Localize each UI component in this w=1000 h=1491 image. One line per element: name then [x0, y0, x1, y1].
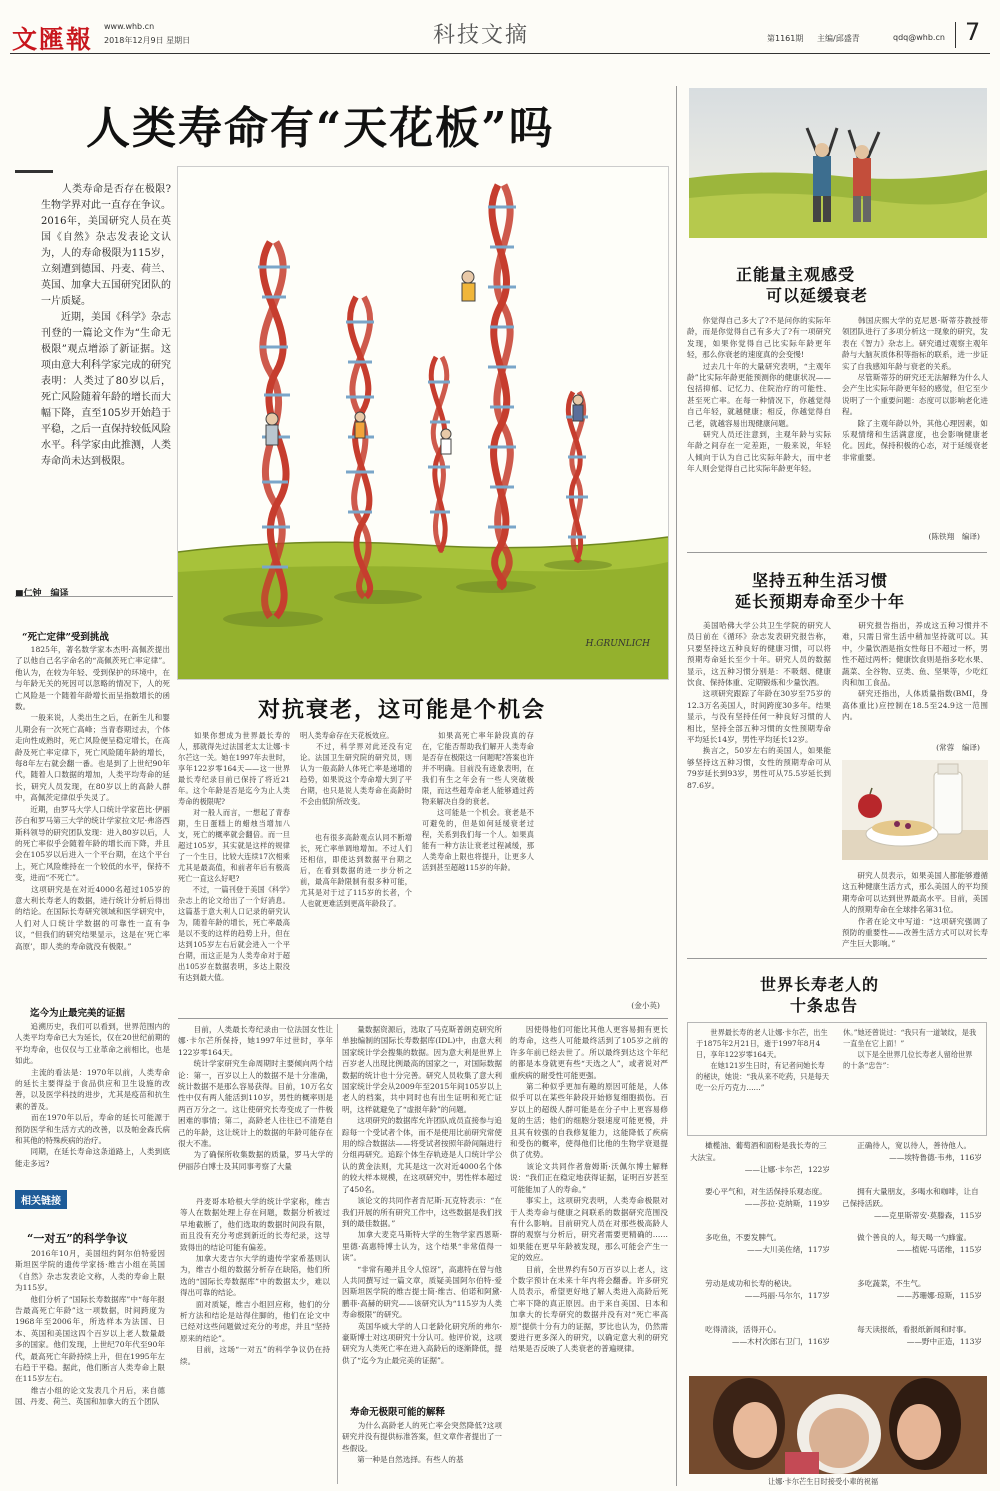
tip-author: ——植妮·马诺维，115岁	[896, 1245, 982, 1254]
tip-item	[690, 1140, 830, 1186]
byline-rule	[15, 596, 173, 597]
tip-item	[842, 1140, 982, 1186]
article2-rule	[687, 958, 987, 959]
masthead	[0, 0, 1000, 56]
related-link-label: 相关链接	[15, 1190, 67, 1209]
editorial-rule	[178, 1018, 668, 1019]
tips-right	[842, 1140, 982, 1370]
tip-author: ——克里斯蒂安·莫滕森，115岁	[873, 1211, 982, 1220]
photo-caption: 让娜·卡尔芒生日时接受小辈的祝福	[768, 1477, 879, 1486]
editorial-col4: 如果高死亡率年龄段真的存在，它能否帮助我们解开人类寿命是否存在极限这一问题呢?答案也许并不明确。目前没有迹象表明，在我们有生之年会有一些人突破极限，而这些超寿命老人能够通过药物来解决自身的衰老。 这可能是一个机会。衰老是不可避免的，但是如何延缓衰老过程，关系到我们每一个人。如果真能有一种方法让衰老过程减缓，那人类寿命上限也将提升，让更多人活到甚至超越115岁的年龄。	[422, 731, 534, 872]
body-col3: 量数据资源后，选取了马克斯普朗克研究所单独编制的国际长寿数据库(IDL)中，由意大利国家统计学会搜集的数据。因为意大利是世界上百岁老人出现比例最高的国家之一，对国际数据数据的统计也十分完善。研究人员收集了意大利国家统计学会从2009年至2015年间105岁以上老人的档案，共中同时也有出生证明和死亡证明，这样就避免了“虚报年龄”的问题。 这项研究的数据库允许团队成员直接参与追踪每一个受试者个体，而不是使用比前研究常使用的综合数据法——将受试者按照年龄间隔进行分组再研究。追踪个体生存轨迹是人口统计学公认的黄金法则，尤其是这一次对近4000名个体的较大样本规模，在这项研究中，男性样本超过了450名。 该论文的共同作者肯尼斯·瓦克特表示：“在我们开展的所有研究工作中，这些数据是我们找到的最佳数据。” 加拿大麦克马斯特大学的生物学家西恩斯·里德·高惠特博士认为，这个结果“非常值得一读”。 “非常有趣并且令人惊讶”，高惠特在曾与他人共同撰写过一篇文章，质疑美国阿尔伯特·爱因斯坦医学院的维吉提士简·维吉、伯诺和阿黛·鹏菲·高赫的研究——该研究认为“115岁为人类寿命极限”的研究。 英国华威大学的人口老龄化研究所的弗尔·豪斯博士对这项研究十分认可。他评价说，这项研究为人类死亡率在进入高龄后的逐渐降低，提供了“迄今为止最完美的证据”。	[342, 1025, 502, 1365]
editorial-author: (金小英)	[631, 1001, 660, 1010]
section2-title: 迄今为止最完美的证据	[30, 1008, 126, 1019]
lead-box	[15, 170, 173, 570]
article3-title-line1: 世界长寿老人的	[760, 975, 880, 994]
sidebar-divider	[337, 1024, 338, 1484]
dna-illustration	[177, 166, 669, 680]
tip-author: ——野中正造，113岁	[906, 1337, 982, 1346]
main-headline: 人类寿命有“天花板”吗	[86, 103, 555, 154]
editor-email: qdq@whb.cn	[893, 33, 945, 42]
tips-left	[690, 1140, 830, 1370]
article1-title-line1: 正能量主观感受	[736, 265, 856, 284]
article1-col2: 韩国庆熙大学的克尼恩·斯蒂芬教授带领团队进行了多项分析这一现象的研究，发表在《智力》杂志上。研究通过观察主观年龄与大脑灰质体积等指标的联系，进一步证实了自我感知年龄与衰老的关系。 尽管斯蒂芬的研究还无法解释为什么人会产生比实际年龄更年轻的感觉，但它至少说明了一个重要问题：态度可以影响老化进程。 除了主观年龄以外，其他心理因素，如乐观情绪和生活满意度，也会影响健康老化。因此，保持积极的心态，对于延缓衰老非常重要。	[842, 316, 988, 462]
body-col4: 因使得他们可能比其他人更容易拥有更长的寿命，这些人可能最终活到了105岁之前的许多年前已经去世了。所以最终到达这个年纪的都是本身就更有些“天选之人”，或者说对严重疾病的耐受性可能更强。 第二种似乎更加有趣的原因可能是，人体似乎可以在某些年龄段开始修复细胞损伤。百岁以上的超级人群可能是在分子中上更容易修复的生活；他们的细胞分裂速度可能更慢，并且其有较强的自我修复能力，这能降低了疾病和受伤的概率，使得他们比他的生物学衰退提供了优势。 该论文共同作者詹姆斯·沃佩尔博士解释说：“我们正在稳定地获得证据，证明百岁甚至可能能加了人的寿命。” 事实上，这项研究表明，人类寿命极限对于人类寿命与健康之间联系的数据研究范围没有什么影响。目前研究人员在对那些极高龄人群的观察与分析后，研究者需要更精确的……如果能在更早年龄被发现，那么可能会产生一定的效应。 目前，全世界约有50万百岁以上老人，这个数字预计在未来十年内将会翻番。许多研究人员表示，希望更好地了解人类进入高龄后死亡率下降的真正原因。由于来自美国、日本和加拿大的长寿研究的数据并没有对“死亡率高原”提供十分有力的证据，罗比也认为，仍然需要进行更多深入的研究，以确定意大利的研究结果是否反映了人类衰老的普遍规律。	[510, 1025, 668, 1354]
masthead-rule	[10, 53, 990, 54]
article2-col1: 美国哈佛大学公共卫生学院的研究人员日前在《循环》杂志发表研究报告称，只要坚持这五种良好的健康习惯，可以将预期寿命延长至少十年。研究人员的数据显示，这五种习惯分别是：不吸烟、健康饮食、保持体重、定期锻炼和少量饮酒。 这项研究跟踪了年龄在30岁至75岁的12.3万名美国人，时间跨度30多年。结果显示，与没有坚持任何一种良好习惯的人相比，坚持全部五种习惯的女性预期寿命平均延长14岁，男性平均延长12岁。 换言之，50岁左右的美国人，如果能够坚持这五种习惯，女性的预期寿命可从79岁延长到93岁，男性可从75.5岁延长到87.6岁。	[687, 621, 831, 790]
article1-col1: 你觉得自己多大了?不是问你的实际年龄，而是你觉得自己有多大了?有一项研究发现，如果你觉得自己比实际年龄更年轻，那么你衰老的速度真的会变慢! 过去几十年的大量研究表明，“主观年龄”比实际年龄更能预测你的健康状况——包括抑郁、记忆力、住院治疗的可能性、甚至死亡率。在每一种情况下，你越觉得自己年轻，就越健康；相反，你越觉得自己老，就越容易出现健康问题。 研究人员还注意到，主观年龄与实际年龄之间存在一定差距，一般来说，年轻人倾向于认为自己比实际年龄大，而中老年人则会觉得自己比实际年龄更年轻。	[687, 316, 831, 474]
related-link-text-col1: 2016年10月，美国纽约阿尔伯特爱因斯坦医学院的遗传学家扬·维吉小组在英国《自然》杂志发表论文称，人类的寿命上限为115岁。 他们分析了“国际长寿数据库”中“每年报告最高死亡年龄”这一项数据，时间跨度为1968年至2006年，所选样本为法国、日本、英国和美国这四个百岁以上老人数量最多的国家。他们发现，上世纪70年代至90年代，最高死亡年龄持续上升，但在1995年左右趋于平稳。据此，他们断言人类寿命上限在115岁左右。 维吉小组的论文发表几个月后，来自德国、丹麦、荷兰、英国和加拿大的五个团队	[15, 1249, 165, 1407]
article3-intro-box	[687, 1022, 987, 1136]
photo-elderly-couple	[689, 88, 987, 238]
illustration-title: 对抗衰老，这可能是个机会	[258, 698, 547, 723]
tip-item	[690, 1278, 830, 1324]
editorial-col2: 明人类寿命存在天花板效应。 不过，科学界对此还没有定论。法国卫生研究院的研究员，则认为一般高龄人体死亡率是递增的趋势，如果说这个寿命增大到了平台期，也只是说人类寿命在高龄时不会由低阶所改变。	[300, 731, 412, 806]
lead-text: 人类寿命是否存在极限?生物学界对此一直存在争议。2016年，美国研究人员在英国《自然》杂志发表论文认为，人的寿命极限为115岁，立刻遭到德国、丹麦、荷兰、英国、加拿大五国研究团队的一片质疑。 近期，美国《科学》杂志刊登的一篇论文作为“生命无极限”观点增添了新证据。这项由意大利科学家完成的研究表明：人类过了80岁以后，死亡风险随着年龄的增长而大幅下降，直至105岁开始趋于平稳，之后一直保持较低风险水平。科学家由此推测，人类寿命尚未达到极限。	[41, 184, 171, 467]
tip-item	[842, 1232, 982, 1278]
tip-text: 每天读报纸，看报纸新闻和时事。	[842, 1325, 972, 1334]
tip-text: 多吃鱼，不要发脾气。	[690, 1233, 782, 1242]
tip-text: 吃得清淡，活得开心。	[690, 1325, 782, 1334]
tip-text: 要心平气和，对生活保持乐观态度。	[690, 1187, 827, 1196]
editorial-col1: 如果你想成为世界最长寿的人，那就得先过法国老太太让娜·卡尔芒这一关。她在1997年去世时，享年122岁零164天——这一世界最长寿纪录目前已保持了将近21年。这个年龄是否是迄今为止人类寿命的极限呢? 对一般人而言，一想起了青春期，生日蛋糕上的蜡烛当增加八支，死亡的概率就会翻倍。而一旦超过105岁，其实就是这样的规律了一个生日，比较大连续17次相乘尤其是最高值，和前者年后有极高死亡一直这么好吧? 不过，一篇刊登于美国《科学》杂志上的论文给出了一个好消息。这篇基于意大利人口记录的研究认为，随着年龄的增长，死亡率最高是以不变的这样的趋势上升，但在达到105岁左右后就会进入一个平台期，而这正是为人类寿命对于超出105岁在数据表明，多达上限没有达到最大值。	[178, 731, 290, 982]
tip-item	[690, 1232, 830, 1278]
tip-text: 橄榄油、葡萄酒和面粉是我长寿的三大法宝。	[690, 1141, 827, 1162]
article2-title-line2: 延长预期寿命至少十年	[735, 592, 906, 611]
article3-title-line2: 十条忠告	[790, 996, 859, 1015]
tip-text: 正确待人，宽以待人，善待他人。	[842, 1141, 972, 1150]
tip-item	[690, 1186, 830, 1232]
photo-breakfast	[842, 760, 988, 860]
article1-author: (陈铁翔 编译)	[928, 532, 980, 541]
related-link-title: “一对五”的科学争议	[27, 1232, 128, 1245]
article1-rule	[687, 552, 987, 553]
tip-item	[842, 1324, 982, 1370]
section3-text: 为什么高龄老人的死亡率会突然降低?这项研究并没有提供标准答案，但文章作者提出了一些假设。 第一种是自然选择。有些人的基	[342, 1421, 502, 1465]
related-link-text-col2: 丹麦哥本哈根大学的统计学家称，维吉等人在数据处理上存在问题，数据分析被过早地截断了，他们选取的数据时间段有限，而且没有充分考虑到新近的长寿纪录，这导致得出的结论可能有偏差。 加拿大麦吉尔大学的遗传学家希基则认为，维吉小组的数据分析存在缺陷，他们所选的“国际长寿数据库”中的数据太少，难以得出可靠的结论。 面对质疑，维吉小组回应称，他们的分析方法和结论是站得住脚的，他们在论文中已经对这些问题做过充分的考虑，并且“坚持原来的结论”。 目前，这场“一对五”的科学争议仍在持续。	[180, 1197, 330, 1366]
section2-text: 追溯历史，我们可以看到，世界范围内的人类平均寿命已大为延长，仅在20世纪前期的平均寿命，也仅仅与工业革命之前相比，也是如此。 主流的看法是：1970年以前，人类寿命的延长主要得益于食品供应和卫生设施的改善，以及医学科技的进步，尤其是疫苗和抗生素的普及。 而在1970年以后，寿命的延长可能源于预防医学和生活方式的改善，以及帕金森氏病和其他的特殊疾病的治疗。 同期，在延长寿命这条道路上，人类到底能走多远?	[15, 1022, 170, 1168]
tip-text: 拥有大量朋友，多喝水和咖啡，让自己保持活跃。	[842, 1187, 979, 1208]
issue-number: 第1161期	[767, 34, 804, 43]
section-title: 科技文摘	[433, 23, 530, 48]
photo-birthday	[689, 1376, 987, 1474]
article2-author: (常蓉 编译)	[936, 743, 980, 752]
column-divider	[676, 86, 677, 1486]
masthead-date: 2018年12月9日 星期日	[104, 36, 191, 45]
tip-item	[690, 1324, 830, 1370]
tip-text: 多吃蔬菜，不生气。	[842, 1279, 926, 1288]
lead-accent	[15, 170, 53, 173]
article3-intro-col1: 世界最长寿的老人让娜·卡尔芒，出生于1875年2月21日，逝于1997年8月4日，享年122岁零164天。 在她121岁生日时，有记者问她长寿的秘诀，她说：“我从来不吃药，只是每天吃一公斤巧克力……”	[696, 1028, 830, 1092]
article2-col3: 研究人员表示，如果美国人都能够遵循这五种健康生活方式，那么美国人的平均预期寿命可以达到世界最高水平。目前，美国人的预期寿命在全球排名第31位。 作者在论文中写道：“这项研究强调了预防的重要性——改善生活方式可以对长寿产生巨大影响。”	[842, 871, 988, 949]
byline: ■仁钟 编译	[15, 589, 69, 599]
tip-author: ——木村次郎右卫门，116岁	[731, 1337, 830, 1346]
article2-title-line1: 坚持五种生活习惯	[752, 571, 889, 590]
article1-title-line2: 可以延缓衰老	[766, 286, 869, 305]
page-number: 7	[965, 18, 981, 46]
illustration-signature: H.GRUNLICH	[585, 639, 650, 649]
editorial-col3: 也有很多高龄观点认同不断增长，死亡率单调地增加。不过人们还相信，即使达到数据平台期之后，在看到数据的进一步分析之前，最高年龄限制有很多种可能，尤其是对于过了115岁的长者，个人也就更难活到更高年龄段了。	[300, 833, 412, 908]
tip-item	[842, 1186, 982, 1232]
newspaper-logo: 文匯報	[12, 25, 94, 54]
article2-col2: 研究报告指出，养成这五种习惯并不难，只需日常生活中稍加坚持就可以。其中，少量饮酒是指女性每日不超过一杯，男性不超过两杯；健康饮食则是指多吃水果、蔬菜、全谷物、豆类、鱼、坚果等，少吃红肉和加工食品。 研究还指出，人体质量指数(BMI，身高体重比)应控制在18.5至24.9这一范围内。	[842, 621, 988, 722]
section3-title: 寿命无极限可能的解释	[350, 1407, 446, 1418]
editor-name: 主编/邱盛青	[817, 34, 860, 43]
section1-text: 1825年，著名数学家本杰明·高佩茨提出了以他自己名字命名的“高佩茨死亡率定律”。他认为，在较为年轻、受到保护的环境中，在与年龄无关的死因可以忽略的情况下，人的死亡风险是一个随着年龄增长而呈指数增长的函数。 一般来说，人类出生之后，在新生儿和婴儿期会有一次死亡高峰；当青春期过去，个体走向性成熟时，死亡风险便呈稳定增长，在高龄及死亡率定律下，死亡风险随年龄的增长，每8年左右就会翻一番。也是到了上世纪90年代，随着人口数据的增加，人类平均寿命的延长，研究人员发现，在80岁以上的高龄人群中，高佩茨定律似乎失灵了。 近期，由罗马大学人口统计学家芭比·伊丽莎白和罗马第三大学的统计学家拉文尼·弗洛西斯科领导的研究团队发现：进入80岁以后，人的死亡率似乎会随着年龄的增长而下降，并且会在105岁以后进入一个平台期，在这个平台上，死亡风险维持在一个较低的水平，保持不变，进而“不死亡”。 这项研究是在对近4000名超过105岁的意大利长寿老人的数据，进行统计分析后得出的结论。在国际长寿研究领域和医学研究中，人们对人口统计学数据的可靠性一直有争议，“但我们的研究结果显示，这是在‘死亡率高原’，即人类的寿命就没有极限。”	[15, 645, 170, 951]
tip-author: ——莎拉·克纳斯，119岁	[744, 1199, 830, 1208]
body-col2: 目前，人类最长寿纪录由一位法国女性让娜·卡尔芒所保持，她1997年过世时，享年122岁零164天。 统计学家研究生命周期时主要倾向两个结论：第一，百岁以上人的数据不是十分准确，统计数据不是那么容易获得。目前，10万名女性中仅有两人能活到110岁，男性的概率则是两百万分之一。这让使研究长寿变成了一件极困难的事情；第二，高龄老人往往已不清楚自己的年龄，这让统计上的数据的年龄可能存在很大不准。 为了确保所收集数据的质量，罗马大学的伊丽莎白博士及其同事考察了大量	[178, 1025, 333, 1171]
tip-text: 劳动是成功和长寿的秘诀。	[690, 1279, 797, 1288]
related-link-box	[15, 1190, 333, 1486]
masthead-url: www.whb.cn	[104, 22, 155, 31]
tip-item	[842, 1278, 982, 1324]
dna-ladder-drawing	[178, 167, 668, 679]
tip-text: 做个善良的人，每天喝一勺蜂蜜。	[842, 1233, 972, 1242]
page-divider	[955, 22, 956, 48]
tip-author: ——大川美佐绪，117岁	[747, 1245, 830, 1254]
tip-author: ——埃特鲁德·韦弗，116岁	[889, 1153, 982, 1162]
tip-author: ——苏珊娜·琼斯，115岁	[896, 1291, 982, 1300]
tip-author: ——让娜·卡尔芒，122岁	[744, 1165, 830, 1174]
tip-author: ——玛丽·马尔尔，117岁	[744, 1291, 830, 1300]
article3-intro-col2: 休。”她还曾说过：“我只有一道皱纹，是我一直坐在它上面！” 以下是全世界几位长寿老人留给世界的十条“忠告”：	[843, 1028, 977, 1070]
section1-title: “死亡定律”受到挑战	[22, 632, 109, 643]
